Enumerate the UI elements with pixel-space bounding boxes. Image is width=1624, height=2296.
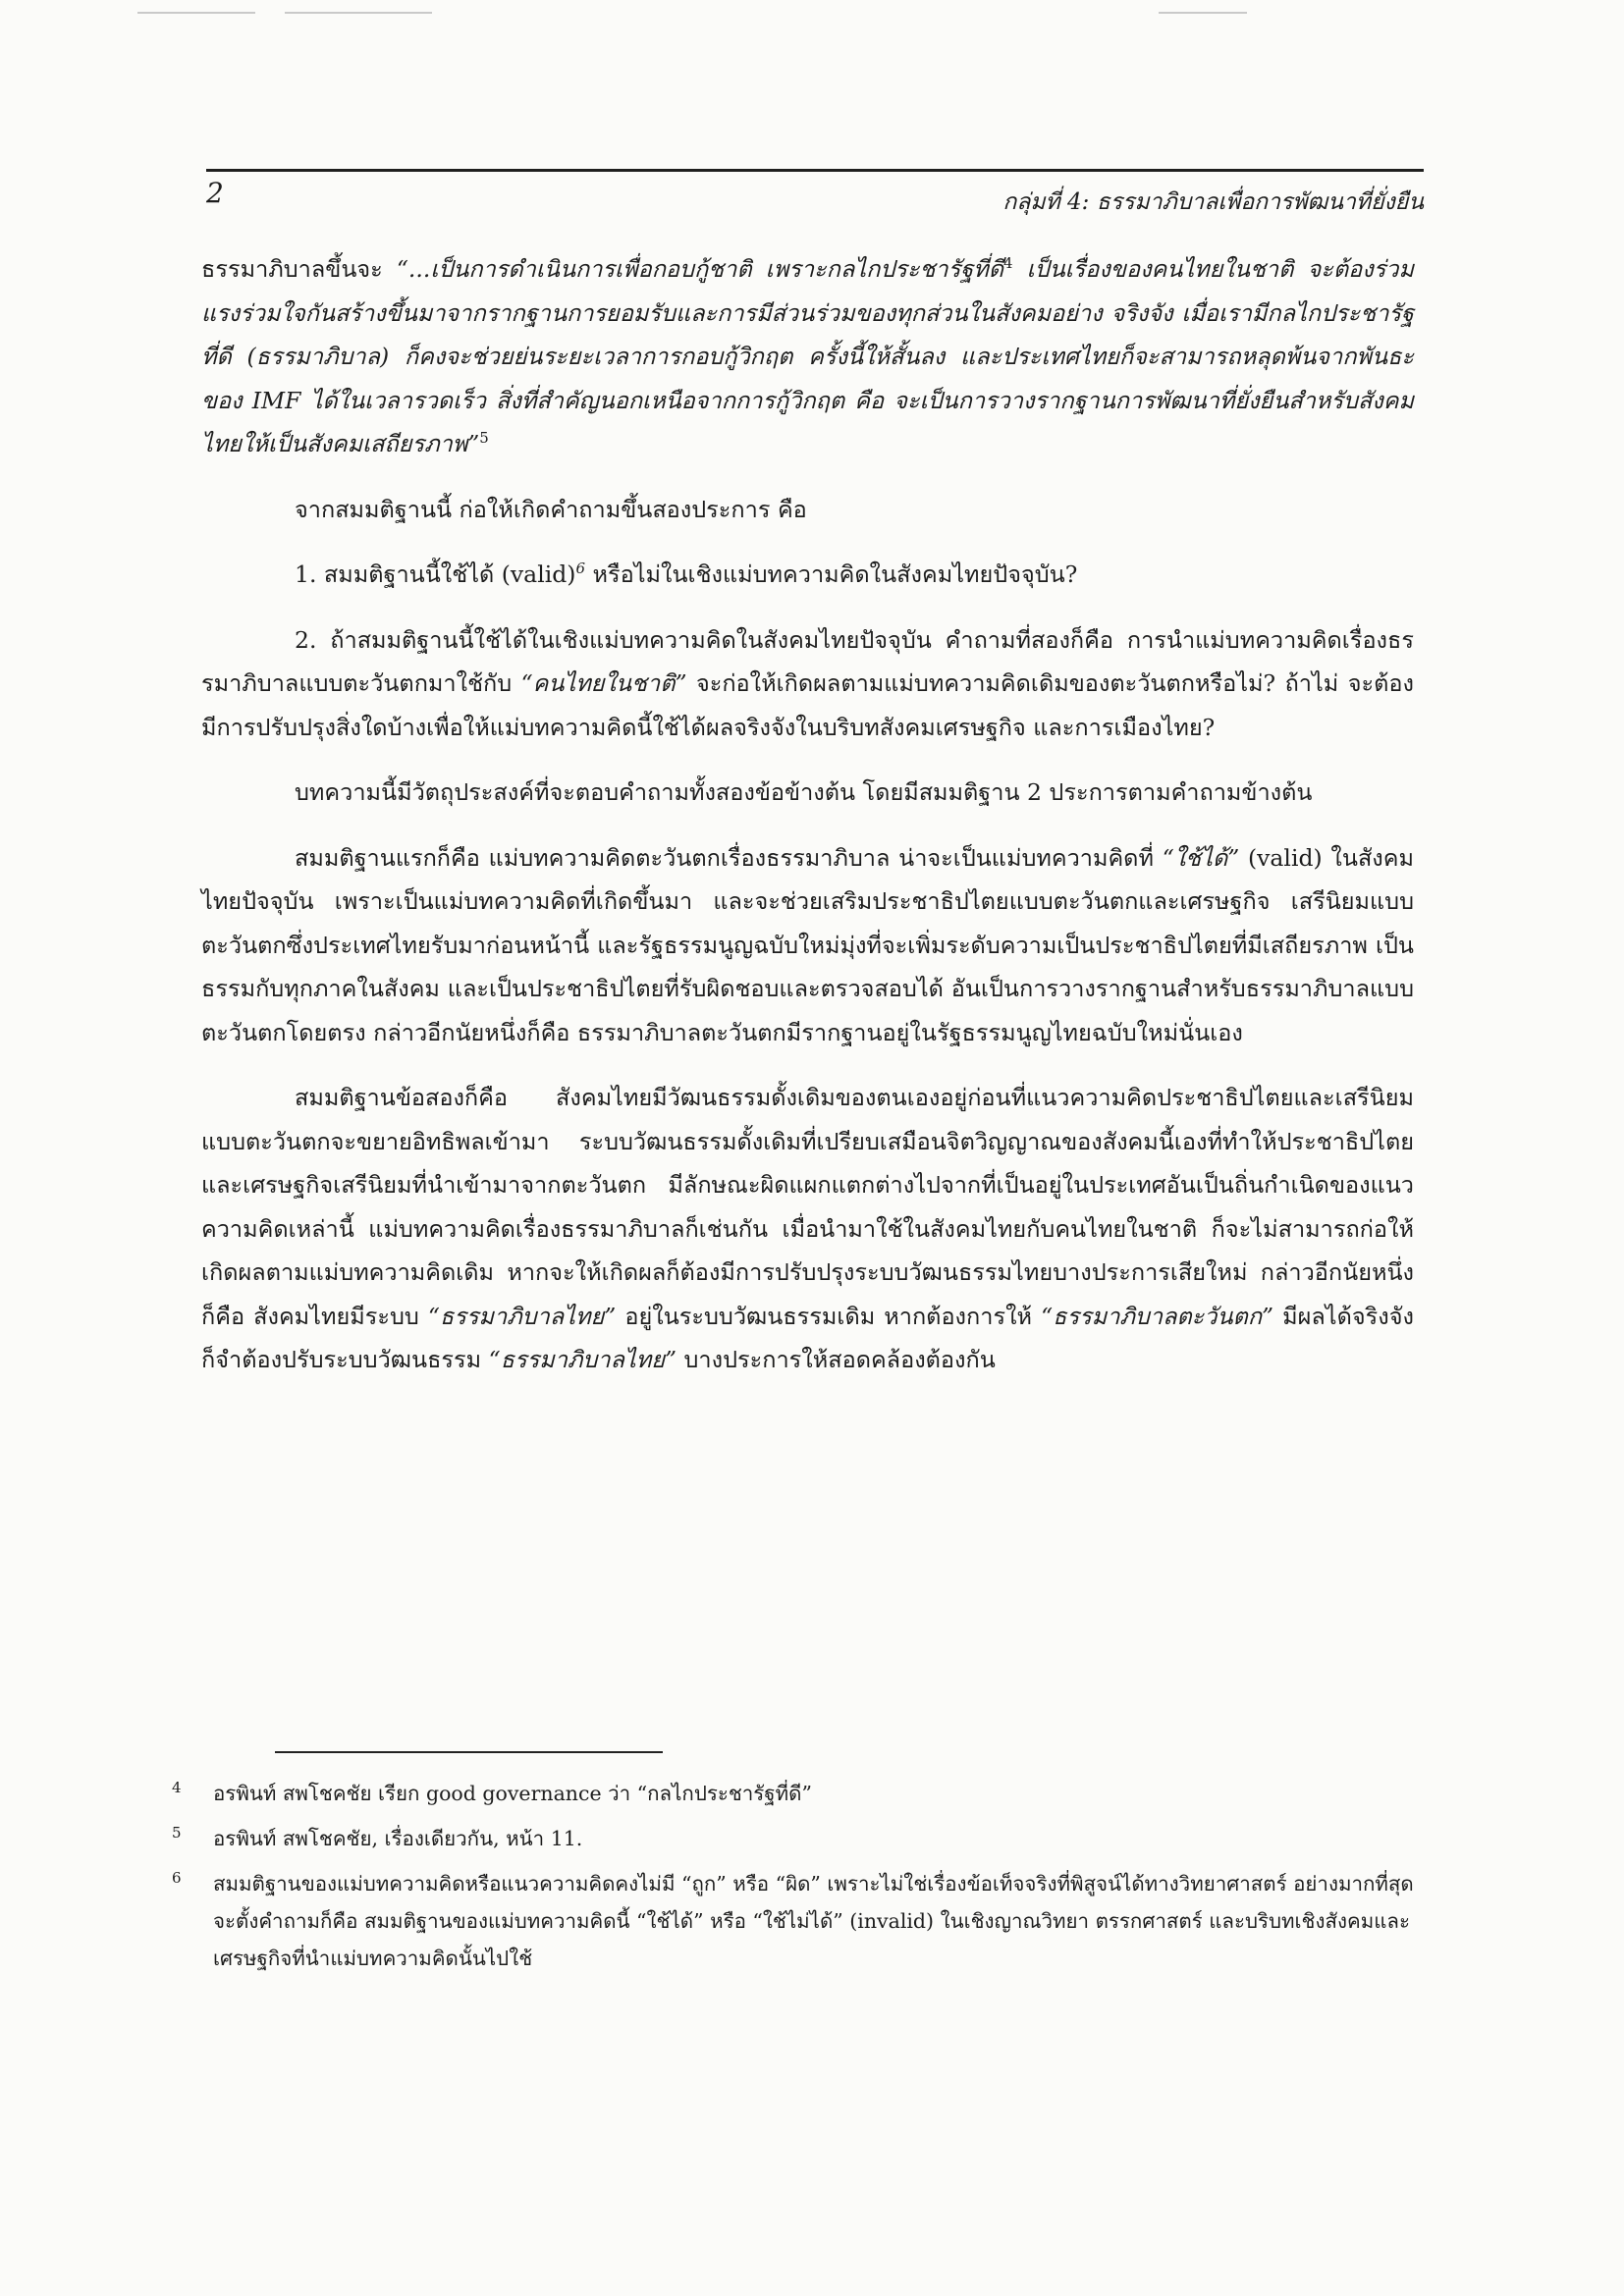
text-span: อยู่ในระบบวัฒนธรรมเดิม หากต้องการให้	[616, 1302, 1042, 1330]
scan-artifact	[137, 12, 255, 14]
text-span: จะก่อให้เกิดผลตามแม่บทความคิดเดิมของตะวันตกหรือไม่? ถ้าไม่ จะต้องมีการปรับปรุงสิ่งใดบ้างเพื่อให้แม่บทความคิดนี้ใช้ได้ผลจริงจังในบริบทสังคมเศรษฐกิจ และการเมืองไทย?	[201, 669, 1414, 741]
page-header	[206, 169, 1424, 228]
quote-text: เป็นเรื่องของคนไทยในชาติ จะต้องร่วมแรงร่วมใจกันสร้างขึ้นมาจากรากฐานการยอมรับและการมีส่วนร่วมของทุกส่วนในสังคมอย่าง จริงจัง เมื่อเรามีกลไกประชารัฐที่ดี (ธรรมาภิบาล) ก็คงจะช่วยย่นระยะเวลาการกอบกู้วิกฤต ครั้งนี้ให้สั้นลง และประเทศไทยก็จะสามารถหลุดพ้นจากพันธะของ IMF ได้ในเวลารวดเร็ว สิ่งที่สำคัญนอกเหนือจากการกู้วิกฤต คือ จะเป็นการวางรากฐานการพัฒนาที่ยั่งยืนสำหรับสังคมไทยให้เป็นสังคมเสถียรภาพ”	[201, 255, 1414, 457]
paragraph-questions-intro: จากสมมติฐานนี้ ก่อให้เกิดคำถามขึ้นสองประการ คือ	[295, 495, 807, 523]
footnote-ref-6: 6	[575, 560, 585, 578]
quote-text: “...เป็นการดำเนินการเพื่อกอบกู้ชาติ เพราะกลไกประชารัฐที่ดี	[396, 255, 1003, 283]
footnote-number: 6	[172, 1869, 182, 1887]
footnote-number: 4	[172, 1779, 182, 1796]
footnote-number: 5	[172, 1824, 182, 1842]
footnote-5	[172, 1820, 1414, 1857]
text-span: หรือไม่ในเชิงแม่บทความคิดในสังคมไทยปัจจุบัน?	[585, 561, 1078, 588]
paragraph-hypothesis-1	[201, 836, 1414, 1055]
emphasis-text: “ธรรมาภิบาลไทย”	[488, 1346, 677, 1373]
running-title: กลุ่มที่ 4: ธรรมาภิบาลเพื่อการพัฒนาที่ยั่งยืน	[1002, 189, 1424, 215]
paragraph-hypothesis-2	[201, 1076, 1414, 1382]
footnote-6	[172, 1865, 1414, 1977]
text-span: สมมติฐานข้อสองก็คือ สังคมไทยมีวัฒนธรรมดั้งเดิมของตนเองอยู่ก่อนที่แนวความคิดประชาธิปไตยและเสรีนิยมแบบตะวันตกจะขยายอิทธิพลเข้ามา ระบบวัฒนธรรมดั้งเดิมที่เปรียบเสมือนจิตวิญญาณของสังคมนี้เองที่ทำให้ประชาธิปไตยและเศรษฐกิจเสรีนิยมที่นำเข้ามาจากตะวันตก มีลักษณะผิดแผกแตกต่างไปจากที่เป็นอยู่ในประเทศอันเป็นถิ่นกำเนิดของแนวความคิดเหล่านี้ แม่บทความคิดเรื่องธรรมาภิบาลก็เช่นกัน เมื่อนำมาใช้ในสังคมไทยกับคนไทยในชาติ ก็จะไม่สามารถก่อให้เกิดผลตามแม่บทความคิดเดิม หากจะให้เกิดผลก็ต้องมีการปรับปรุงระบบวัฒนธรรมไทยบางประการเสียใหม่ กล่าวอีกนัยหนึ่งก็คือ สังคมไทยมีระบบ	[201, 1084, 1414, 1330]
text-span: 2. ถ้าสมมติฐานนี้ใช้ได้ในเชิงแม่บทความคิดในสังคมไทยปัจจุบัน คำถามที่สองก็คือ การนำแม่บทความคิดเรื่องธรรมาภิบาลแบบตะวันตกมาใช้กับ	[201, 625, 1414, 697]
emphasis-text: “ใช้ได้”	[1162, 843, 1240, 872]
text-span: 1. สมมติฐานนี้ใช้ได้ (valid)	[295, 561, 576, 588]
scan-artifact	[285, 12, 432, 14]
text-span: (valid) ในสังคมไทยปัจจุบัน เพราะเป็นแม่บทความคิดที่เกิดขึ้นมา และจะช่วยเสริมประชาธิปไตยแบบตะวันตกและเศรษฐกิจ เสรีนิยมแบบตะวันตกซึ่งประเทศไทยรับมาก่อนหน้านี้ และรัฐธรรมนูญฉบับใหม่มุ่งที่จะเพิ่มระดับความเป็นประชาธิปไตยที่มีเสถียรภาพ เป็นธรรมกับทุกภาคในสังคม และเป็นประชาธิปไตยที่รับผิดชอบและตรวจสอบได้ อันเป็นการวางรากฐานสำหรับธรรมาภิบาลแบบตะวันตกโดยตรง กล่าวอีกนัยหนึ่งก็คือ ธรรมาภิบาลตะวันตกมีรากฐานอยู่ในรัฐธรรมนูญไทยฉบับใหม่นั่นเอง	[201, 843, 1414, 1046]
emphasis-text: “คนไทยในชาติ”	[520, 669, 687, 697]
body-text	[201, 247, 1414, 1404]
emphasis-text: “ธรรมาภิบาลไทย”	[427, 1302, 617, 1330]
question-1	[201, 553, 1414, 597]
text-span: สมมติฐานแรกก็คือ แม่บทความคิดตะวันตกเรื่องธรรมาภิบาล น่าจะเป็นแม่บทความคิดที่	[295, 843, 1163, 872]
question-2	[201, 618, 1414, 750]
page-number: 2	[206, 177, 224, 209]
footnote-text: อรพินท์ สพโชคชัย เรียก good governance ว่า “กลไกประชารัฐที่ดี”	[213, 1782, 812, 1805]
text-span: บางประการให้สอดคล้องต้องกัน	[677, 1346, 996, 1373]
footnote-4	[172, 1775, 1414, 1812]
footnote-separator	[275, 1751, 663, 1753]
footnotes	[172, 1775, 1414, 1985]
emphasis-text: “ธรรมาภิบาลตะวันตก”	[1041, 1302, 1274, 1330]
footnote-text: สมมติฐานของแม่บทความคิดหรือแนวความคิดคงไม่มี “ถูก” หรือ “ผิด” เพราะไม่ใช่เรื่องข้อเท็จจริงที่พิสูจน์ได้ทางวิทยาศาสตร์ อย่างมากที่สุดจะตั้งคำถามก็คือ สมมติฐานของแม่บทความคิดนี้ “ใช้ได้” หรือ “ใช้ไม่ได้” (invalid) ในเชิงญาณวิทยา ตรรกศาสตร์ และบริบทเชิงสังคมและเศรษฐกิจที่นำแม่บทความคิดนั้นไปใช้	[213, 1872, 1414, 1970]
header-rule	[206, 169, 1424, 172]
text-span: มีผลได้จริงจัง ก็จำต้องปรับระบบวัฒนธรรม	[201, 1302, 1414, 1373]
footnote-text: อรพินท์ สพโชคชัย, เรื่องเดียวกัน, หน้า 11.	[213, 1827, 583, 1850]
paragraph-objective: บทความนี้มีวัตถุประสงค์ที่จะตอบคำถามทั้งสองข้อข้างต้น โดยมีสมมติฐาน 2 ประการตามคำถามข้างต้น	[295, 778, 1313, 806]
text-span: ธรรมาภิบาลขึ้นจะ	[201, 255, 397, 283]
footnote-ref-4: 4	[1002, 254, 1013, 273]
paragraph-quote	[201, 247, 1414, 466]
scan-artifact	[1159, 12, 1247, 14]
footnote-ref-5: 5	[479, 429, 489, 448]
